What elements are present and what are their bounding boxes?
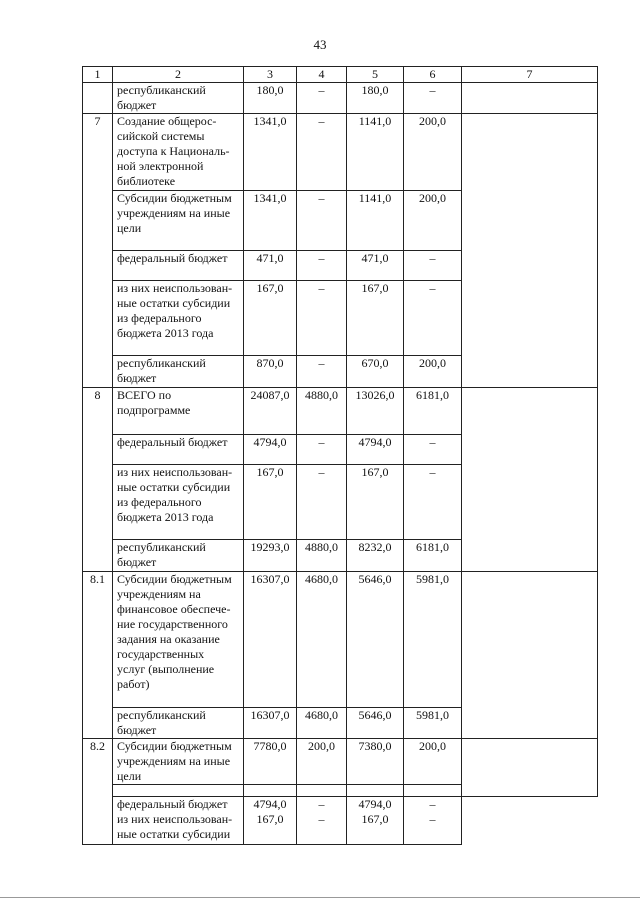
row-name: Субсидии бюджетным учреждениям на финансовое обеспече- ние государственного задания на оказание государственных услуг (выполнение работ) <box>113 572 244 708</box>
row-name: из них неиспользован- ные остатки субсидии из федерального бюджета 2013 года <box>113 465 244 540</box>
row-name: федеральный бюджет <box>113 251 244 281</box>
cell-col5: 167,0 <box>347 465 404 540</box>
cell-col3: 4794,0 167,0 <box>244 797 297 845</box>
cell-col3: 16307,0 <box>244 572 297 708</box>
cell-col6: 5981,0 <box>404 572 462 708</box>
row-number: 8.2 <box>83 739 113 845</box>
cell-col4 <box>297 785 347 797</box>
cell-col3: 24087,0 <box>244 388 297 435</box>
cell-col3: 19293,0 <box>244 540 297 572</box>
table-row <box>83 572 598 708</box>
cell-col7 <box>462 739 598 797</box>
cell-col6: 5981,0 <box>404 708 462 739</box>
row-name: республиканский бюджет <box>113 83 244 114</box>
table-row <box>83 83 598 114</box>
row-name <box>113 785 244 797</box>
column-header: 7 <box>462 67 598 83</box>
cell-col5: 4794,0 <box>347 435 404 465</box>
row-name: из них неиспользован- ные остатки субсидии из федерального бюджета 2013 года <box>113 281 244 356</box>
cell-col4: 4880,0 <box>297 540 347 572</box>
cell-col6: – <box>404 435 462 465</box>
row-name: Создание общерос- сийской системы доступа к Националь- ной электронной библиотеке <box>113 114 244 191</box>
cell-col6: 6181,0 <box>404 540 462 572</box>
cell-col4: 200,0 <box>297 739 347 785</box>
row-name: ВСЕГО по подпрограмме <box>113 388 244 435</box>
budget-table <box>82 66 598 845</box>
cell-col3: 7780,0 <box>244 739 297 785</box>
cell-col5: 471,0 <box>347 251 404 281</box>
cell-col5: 7380,0 <box>347 739 404 785</box>
cell-col7 <box>462 83 598 114</box>
cell-col5: 1141,0 <box>347 114 404 191</box>
row-name: республиканский бюджет <box>113 540 244 572</box>
row-number: 7 <box>83 114 113 388</box>
column-header: 4 <box>297 67 347 83</box>
cell-col6: 200,0 <box>404 739 462 785</box>
cell-col6: – <box>404 465 462 540</box>
cell-col6: 6181,0 <box>404 388 462 435</box>
cell-col3: 167,0 <box>244 465 297 540</box>
cell-col4: 4680,0 <box>297 572 347 708</box>
cell-col4: – <box>297 251 347 281</box>
cell-col3 <box>244 785 297 797</box>
row-name: Субсидии бюджетным учреждениям на иные цели <box>113 191 244 251</box>
row-name: республиканский бюджет <box>113 708 244 739</box>
column-header: 3 <box>244 67 297 83</box>
page-bottom-rule <box>0 897 640 898</box>
row-name: федеральный бюджет из них неиспользован- ные остатки субсидии <box>113 797 244 845</box>
cell-col4: – <box>297 281 347 356</box>
table-row <box>83 797 598 845</box>
cell-col5: 1141,0 <box>347 191 404 251</box>
cell-col5: 180,0 <box>347 83 404 114</box>
table-row <box>83 388 598 435</box>
column-header: 5 <box>347 67 404 83</box>
cell-col3: 180,0 <box>244 83 297 114</box>
cell-col6: 200,0 <box>404 356 462 388</box>
page-number: 43 <box>313 37 327 52</box>
cell-col6: – <box>404 251 462 281</box>
cell-col4: 4880,0 <box>297 388 347 435</box>
cell-col4: – <box>297 435 347 465</box>
cell-col7 <box>462 797 598 845</box>
row-number: 8.1 <box>83 572 113 739</box>
cell-col7 <box>462 114 598 388</box>
table-header-row <box>83 67 598 83</box>
cell-col3: 167,0 <box>244 281 297 356</box>
row-name: республиканский бюджет <box>113 356 244 388</box>
column-header: 2 <box>113 67 244 83</box>
cell-col6: 200,0 <box>404 114 462 191</box>
cell-col4: – <box>297 191 347 251</box>
cell-col3: 1341,0 <box>244 114 297 191</box>
row-number: 8 <box>83 388 113 572</box>
cell-col5: 670,0 <box>347 356 404 388</box>
cell-col4: – <box>297 114 347 191</box>
cell-col5: 8232,0 <box>347 540 404 572</box>
column-header: 1 <box>83 67 113 83</box>
cell-col3: 1341,0 <box>244 191 297 251</box>
row-number <box>83 83 113 114</box>
cell-col3: 870,0 <box>244 356 297 388</box>
cell-col6 <box>404 785 462 797</box>
row-name: федеральный бюджет <box>113 435 244 465</box>
cell-col4: 4680,0 <box>297 708 347 739</box>
cell-col6: 200,0 <box>404 191 462 251</box>
cell-col7 <box>462 572 598 739</box>
cell-col4: – <box>297 356 347 388</box>
cell-col5: 13026,0 <box>347 388 404 435</box>
cell-col6: – <box>404 281 462 356</box>
cell-col4: – – <box>297 797 347 845</box>
cell-col4: – <box>297 83 347 114</box>
cell-col3: 4794,0 <box>244 435 297 465</box>
cell-col6: – – <box>404 797 462 845</box>
cell-col7 <box>462 388 598 572</box>
cell-col3: 471,0 <box>244 251 297 281</box>
row-name: Субсидии бюджетным учреждениям на иные цели <box>113 739 244 785</box>
column-header: 6 <box>404 67 462 83</box>
cell-col5: 167,0 <box>347 281 404 356</box>
cell-col5: 5646,0 <box>347 708 404 739</box>
table-row <box>83 739 598 785</box>
cell-col5: 5646,0 <box>347 572 404 708</box>
cell-col6: – <box>404 83 462 114</box>
cell-col5 <box>347 785 404 797</box>
table-row <box>83 114 598 191</box>
cell-col3: 16307,0 <box>244 708 297 739</box>
cell-col4: – <box>297 465 347 540</box>
cell-col5: 4794,0 167,0 <box>347 797 404 845</box>
